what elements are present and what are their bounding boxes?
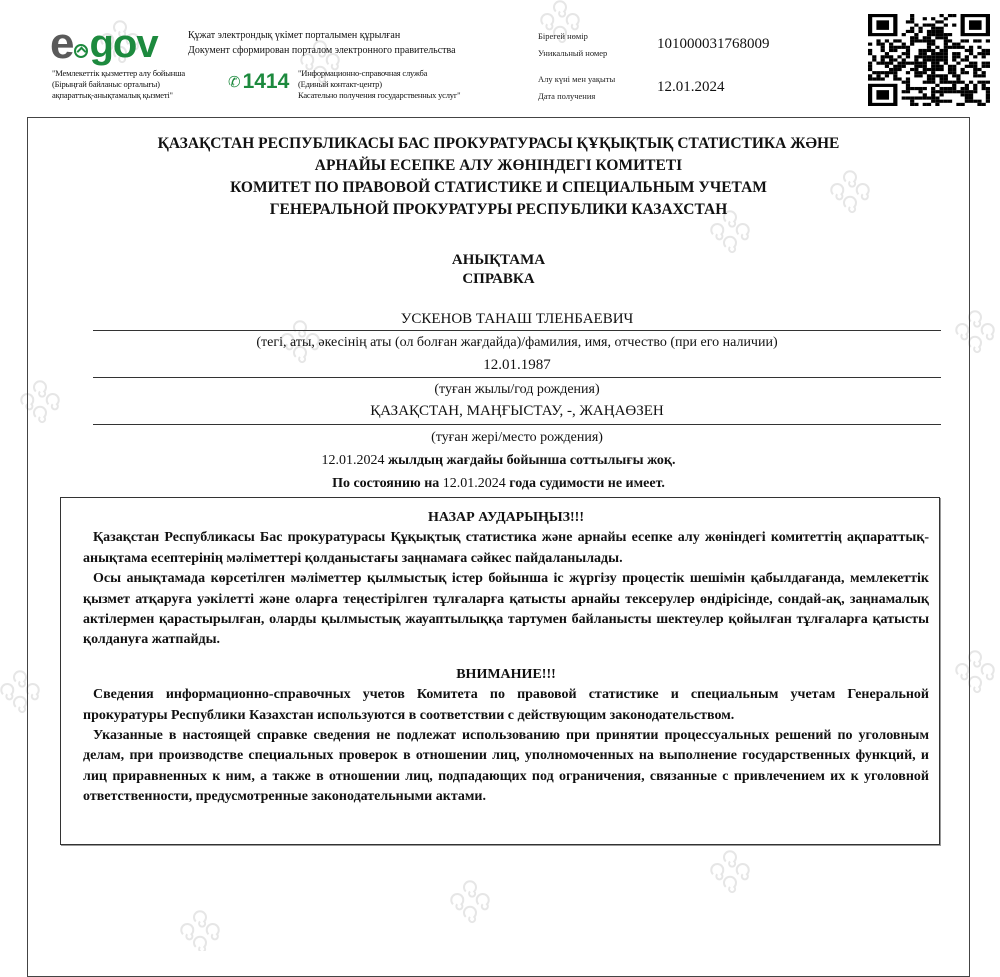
committee-line: ҚАЗАҚСТАН РЕСПУБЛИКАСЫ БАС ПРОКУРАТУРАСЫ ҚҰҚЫҚТЫҚ СТАТИСТИКА ЖӘНЕ: [157, 135, 840, 152]
unique-number-label-kz: Бірегей нөмір: [538, 31, 588, 41]
qr-code-icon: [868, 14, 990, 106]
birth-date-caption: (туған жылы/год рождения): [434, 382, 600, 397]
birth-date: 12.01.1987: [483, 357, 551, 373]
portal-note-ru: Документ сформирован порталом электронного правительства: [188, 45, 456, 56]
ru-service-line: Касательно получения государственных услуг": [298, 90, 461, 100]
birth-place-underline: [93, 424, 941, 425]
portal-note: [188, 28, 456, 58]
committee-line: КОМИТЕТ ПО ПРАВОВОЙ СТАТИСТИКЕ И СПЕЦИАЛЬНЫМ УЧЕТАМ: [230, 179, 767, 196]
title-ru: СПРАВКА: [462, 271, 535, 287]
logo-arrow-icon: [74, 44, 88, 58]
notice-heading-ru: ВНИМАНИЕ!!!: [456, 666, 556, 682]
status-ru-prefix: По состоянию на: [332, 476, 443, 491]
birth-date-underline: [93, 377, 941, 378]
unique-number-label-ru: Уникальный номер: [538, 48, 608, 58]
birth-place: ҚАЗАҚСТАН, МАҢҒЫСТАУ, -, ЖАҢАӨЗЕН: [370, 403, 664, 419]
notice-paragraph-ru-2: Указанные в настоящей справке сведения не подлежат использованию при принятии процессуальных решений по уголовным делам, при производстве специальных проверок в отношении лиц, уполномоченных на выполнение государственных функций, и лиц приравненных к ним, а также в отношении лиц, подпадающих под ограничения, связанные с привлечением их к уголовной ответственности, предусмотренные законодательными актами.: [83, 728, 929, 805]
status-kz: [27, 452, 970, 470]
birth-place-caption: (туған жері/место рождения): [431, 430, 603, 445]
phone-number: 1414: [242, 70, 290, 93]
receipt-date-label-ru: Дата получения: [538, 91, 596, 101]
logo-prefix: e: [50, 19, 74, 68]
notice-paragraph-kz-2: Осы анықтамада көрсетілген мәліметтер қылмыстық істер бойынша іс жүргізу процестік шешімін қабылдағанда, мемлекеттік қызмет атқаруға уәкілетті және оларға теңестірілген тұлғаларға қатысты арнайы тексерулер өндірісінде, сондай-ақ, заңнамалық актілермен қарастырылған, оларды қылмыстық жауаптылыққа тартумен байланысты шектеулер қойылған тұлғаларға қатысты қолдануға жатпайды.: [83, 571, 929, 648]
ru-service-line: (Единый контакт-центр): [298, 79, 382, 89]
receipt-date-labels: [538, 71, 615, 105]
egov-logo: [50, 19, 158, 68]
unique-number: 101000031768009: [657, 36, 770, 52]
status-ru-date: 12.01.2024: [442, 476, 506, 491]
ru-service-line: "Информационно-справочная служба: [298, 68, 428, 78]
document-title: [27, 251, 970, 289]
status-ru-suffix: года судимости не имеет.: [505, 476, 665, 491]
portal-note-kz: Құжат электрондық үкімет порталымен құрылған: [188, 30, 401, 41]
ru-service-info: [298, 68, 460, 101]
notice-paragraph-kz-1: Қазақстан Республикасы Бас прокуратурасы Құқықтық статистика және арнайы есепке алу жөніндегі комитеттің ақпараттық-анықтама есептерінің мәліметтері қолданыстағы заңнамаға сәйкес пайдаланылады.: [83, 530, 929, 566]
kz-service-info: [52, 68, 185, 101]
title-kz: АНЫҚТАМА: [451, 252, 546, 268]
receipt-date: 12.01.2024: [657, 79, 725, 95]
logo-suffix: gov: [89, 22, 158, 66]
notice-box: [60, 497, 940, 845]
notice-paragraph-ru-1: Сведения информационно-справочных учетов Комитета по правовой статистике и специальным учетам Генеральной прокуратуры Республики Казахстан используются в соответствии с действующим законодательством.: [83, 687, 929, 723]
full-name-caption: (тегі, аты, әкесінің аты (ол болған жағдайда)/фамилия, имя, отчество (при его наличии): [256, 335, 778, 350]
contact-phone: [228, 70, 289, 94]
full-name: УСКЕНОВ ТАНАШ ТЛЕНБАЕВИЧ: [400, 311, 634, 327]
kz-service-line: (Бірыңғай байланыс орталығы): [52, 79, 160, 89]
notice-heading-kz: НАЗАР АУДАРЫҢЫЗ!!!: [428, 510, 584, 525]
kz-service-line: "Мемлекеттік қызметтер алу бойынша: [52, 68, 185, 78]
receipt-date-label-kz: Алу күні мен уақыты: [538, 74, 616, 84]
committee-line: АРНАЙЫ ЕСЕПКЕ АЛУ ЖӨНІНДЕГІ КОМИТЕТІ: [314, 157, 683, 174]
committee-title: [27, 133, 970, 221]
kz-service-line: ақпараттық-анықтамалық қызметі": [52, 90, 173, 100]
status-kz-date: 12.01.2024: [321, 453, 385, 468]
status-ru: [27, 475, 970, 493]
unique-number-labels: [538, 28, 607, 62]
phone-icon: ✆: [228, 74, 241, 91]
status-kz-text: жылдың жағдайы бойынша соттылығы жоқ.: [384, 453, 676, 468]
full-name-underline: [93, 330, 941, 331]
committee-line: ГЕНЕРАЛЬНОЙ ПРОКУРАТУРЫ РЕСПУБЛИКИ КАЗАХСТАН: [269, 201, 728, 218]
